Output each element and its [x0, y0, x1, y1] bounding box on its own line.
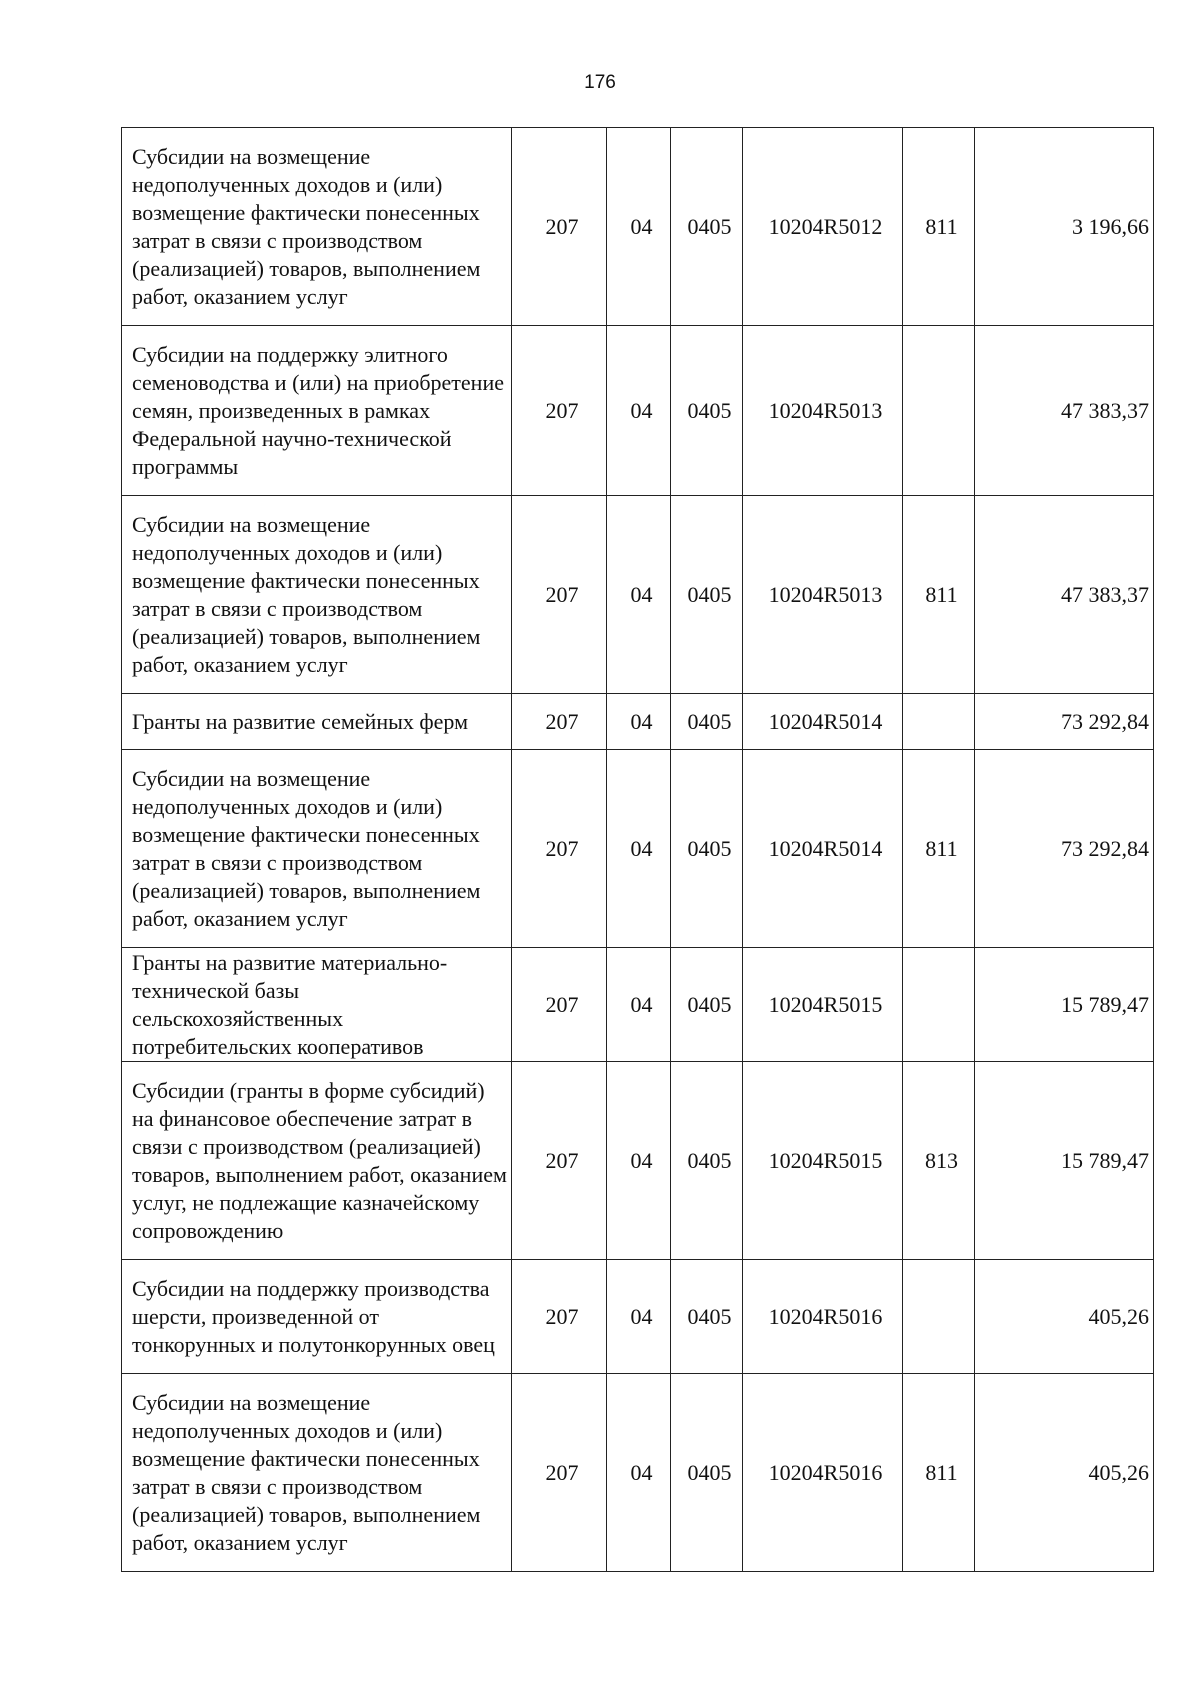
ministry-code: 207	[512, 694, 607, 750]
target-article-code: 10204R5014	[743, 694, 903, 750]
ministry-code: 207	[512, 750, 607, 948]
section-code: 04	[607, 1062, 671, 1260]
ministry-code: 207	[512, 1260, 607, 1374]
target-article-code: 10204R5015	[743, 1062, 903, 1260]
subsection-code: 0405	[671, 1260, 743, 1374]
target-article-code: 10204R5013	[743, 326, 903, 496]
expense-description: Субсидии на поддержку производства шерсти, произведенной от тонкорунных и полутонкорунных овец	[122, 1260, 512, 1374]
target-article-code: 10204R5014	[743, 750, 903, 948]
expense-description: Субсидии (гранты в форме субсидий) на финансовое обеспечение затрат в связи с производством (реализацией) товаров, выполнением работ, оказанием услуг, не подлежащие казначейскому сопровождению	[122, 1062, 512, 1260]
expense-type-code: 811	[903, 496, 975, 694]
ministry-code: 207	[512, 1374, 607, 1572]
expense-type-code	[903, 948, 975, 1062]
section-code: 04	[607, 496, 671, 694]
expense-description: Гранты на развитие материально-технической базы сельскохозяйственных потребительских кооперативов	[122, 948, 512, 1062]
amount: 405,26	[975, 1260, 1154, 1374]
subsection-code: 0405	[671, 1062, 743, 1260]
target-article-code: 10204R5012	[743, 128, 903, 326]
page-number: 176	[584, 72, 616, 93]
section-code: 04	[607, 948, 671, 1062]
amount: 73 292,84	[975, 694, 1154, 750]
amount: 405,26	[975, 1374, 1154, 1572]
expense-type-code	[903, 1260, 975, 1374]
section-code: 04	[607, 326, 671, 496]
expense-description: Субсидии на возмещение недополученных доходов и (или) возмещение фактически понесенных затрат в связи с производством (реализацией) товаров, выполнением работ, оказанием услуг	[122, 128, 512, 326]
expense-type-code: 811	[903, 1374, 975, 1572]
section-code: 04	[607, 750, 671, 948]
expense-type-code	[903, 694, 975, 750]
amount: 47 383,37	[975, 496, 1154, 694]
expense-description: Субсидии на возмещение недополученных доходов и (или) возмещение фактически понесенных затрат в связи с производством (реализацией) товаров, выполнением работ, оказанием услуг	[122, 750, 512, 948]
ministry-code: 207	[512, 496, 607, 694]
budget-table	[121, 127, 1154, 1572]
expense-description: Субсидии на возмещение недополученных доходов и (или) возмещение фактически понесенных затрат в связи с производством (реализацией) товаров, выполнением работ, оказанием услуг	[122, 1374, 512, 1572]
expense-description: Субсидии на поддержку элитного семеноводства и (или) на приобретение семян, произведенных в рамках Федеральной научно-технической программы	[122, 326, 512, 496]
table-row	[122, 128, 1154, 326]
subsection-code: 0405	[671, 128, 743, 326]
subsection-code: 0405	[671, 496, 743, 694]
ministry-code: 207	[512, 326, 607, 496]
table-row	[122, 694, 1154, 750]
table-row	[122, 1062, 1154, 1260]
section-code: 04	[607, 1374, 671, 1572]
target-article-code: 10204R5016	[743, 1374, 903, 1572]
table-row	[122, 750, 1154, 948]
table-row	[122, 326, 1154, 496]
subsection-code: 0405	[671, 694, 743, 750]
table-body	[122, 128, 1154, 1572]
subsection-code: 0405	[671, 948, 743, 1062]
section-code: 04	[607, 694, 671, 750]
expense-type-code	[903, 326, 975, 496]
target-article-code: 10204R5016	[743, 1260, 903, 1374]
amount: 15 789,47	[975, 1062, 1154, 1260]
table-row	[122, 496, 1154, 694]
amount: 73 292,84	[975, 750, 1154, 948]
expense-type-code: 811	[903, 750, 975, 948]
amount: 47 383,37	[975, 326, 1154, 496]
subsection-code: 0405	[671, 750, 743, 948]
section-code: 04	[607, 1260, 671, 1374]
target-article-code: 10204R5015	[743, 948, 903, 1062]
ministry-code: 207	[512, 128, 607, 326]
expense-description: Гранты на развитие семейных ферм	[122, 694, 512, 750]
ministry-code: 207	[512, 948, 607, 1062]
amount: 3 196,66	[975, 128, 1154, 326]
section-code: 04	[607, 128, 671, 326]
ministry-code: 207	[512, 1062, 607, 1260]
expense-type-code: 811	[903, 128, 975, 326]
table-row	[122, 1374, 1154, 1572]
subsection-code: 0405	[671, 1374, 743, 1572]
amount: 15 789,47	[975, 948, 1154, 1062]
expense-description: Субсидии на возмещение недополученных доходов и (или) возмещение фактически понесенных затрат в связи с производством (реализацией) товаров, выполнением работ, оказанием услуг	[122, 496, 512, 694]
expense-type-code: 813	[903, 1062, 975, 1260]
table-row	[122, 1260, 1154, 1374]
target-article-code: 10204R5013	[743, 496, 903, 694]
subsection-code: 0405	[671, 326, 743, 496]
table-row	[122, 948, 1154, 1062]
